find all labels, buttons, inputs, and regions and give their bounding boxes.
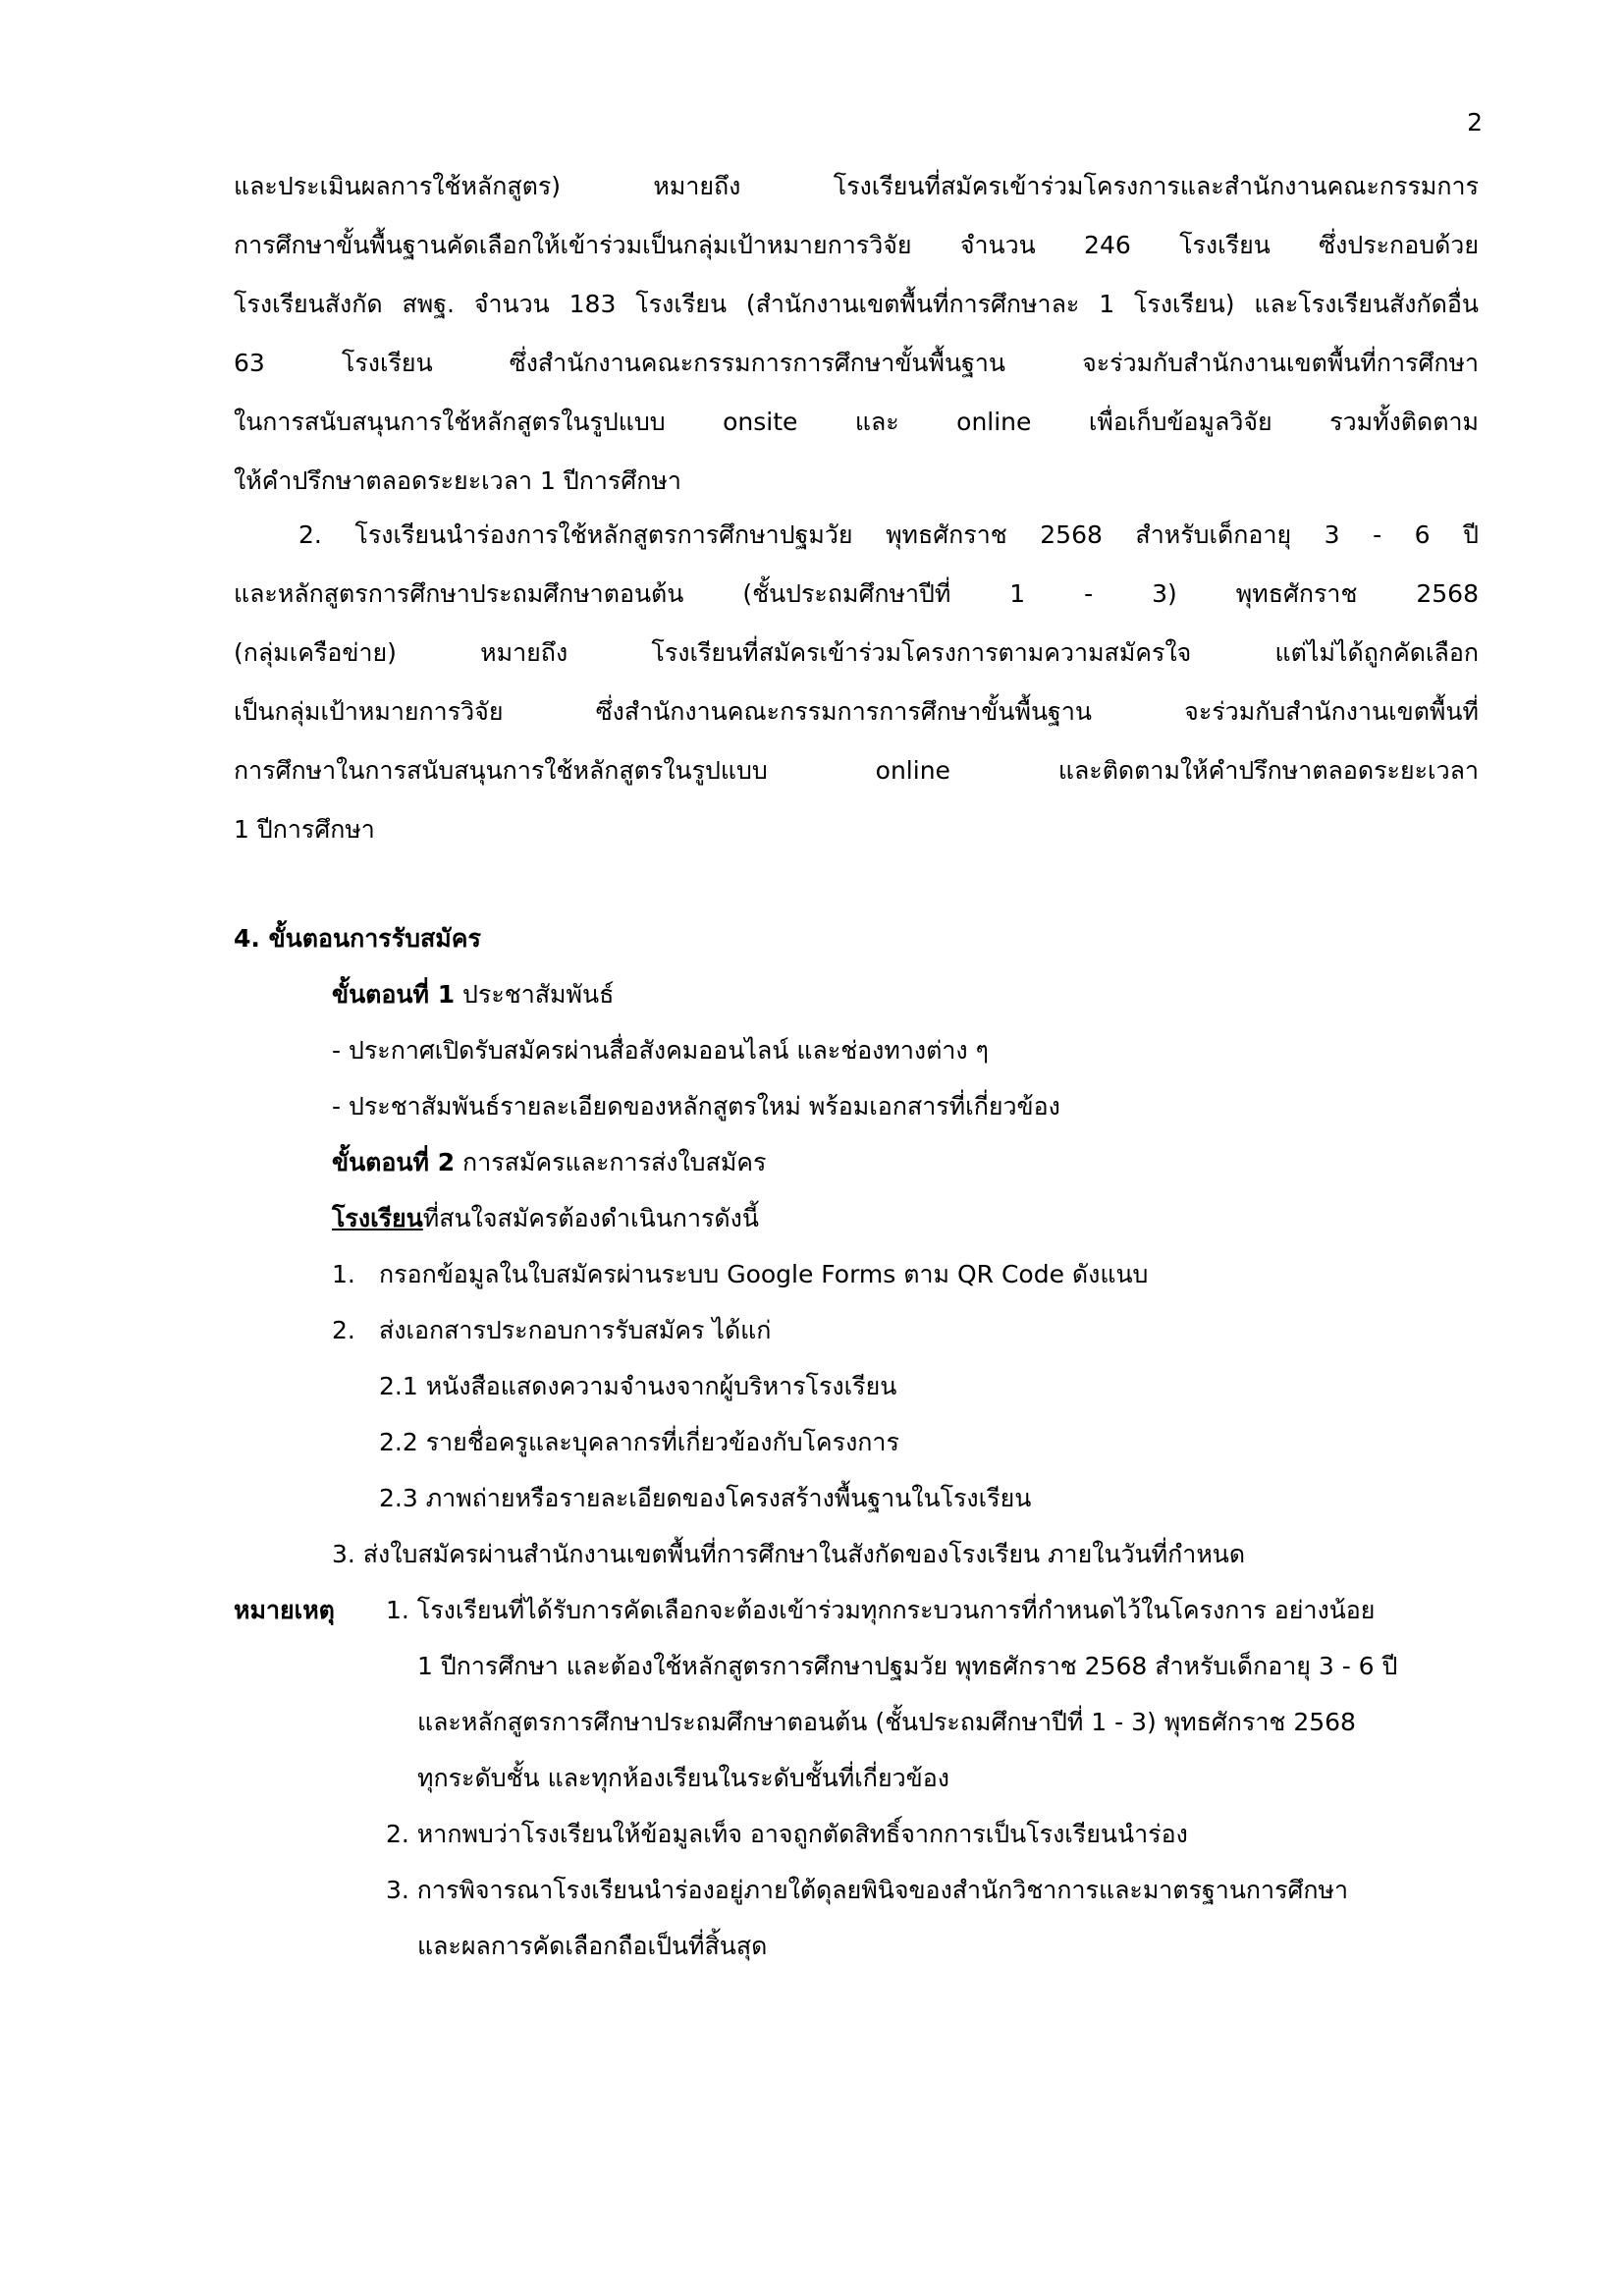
note-1-line: และหลักสูตรการศึกษาประถมศึกษาตอนต้น (ชั้นประถมศึกษาปีที่ 1 - 3) พุทธศักราช 2568: [417, 1708, 1356, 1736]
paragraph-2-line: 1 ปีการศึกษา: [234, 815, 375, 844]
note-1-line: ทุกระดับชั้น และทุกห้องเรียนในระดับชั้นที่เกี่ยวข้อง: [417, 1764, 949, 1792]
section-heading: 4. ขั้นตอนการรับสมัคร: [234, 924, 481, 953]
paragraph-1-line: ในการสนับสนุนการใช้หลักสูตรในรูปแบบ onsite และ online เพื่อเก็บข้อมูลวิจัย รวมทั้งติดตาม: [234, 408, 1479, 436]
paragraph-1-line: 63 โรงเรียน ซึ่งสำนักงานคณะกรรมการการศึกษาขั้นพื้นฐาน จะร่วมกับสำนักงานเขตพื้นที่การศึกษา: [234, 349, 1479, 377]
step-1-item: - ประกาศเปิดรับสมัครผ่านสื่อสังคมออนไลน์ และช่องทางต่าง ๆ: [332, 1036, 989, 1065]
note-2: 2. หากพบว่าโรงเรียนให้ข้อมูลเท็จ อาจถูกตัดสิทธิ์จากการเป็นโรงเรียนนำร่อง: [386, 1820, 1188, 1848]
step-1-label: ขั้นตอนที่ 1: [332, 980, 456, 1009]
list-item-1-text: กรอกข้อมูลในใบสมัครผ่านระบบ Google Forms ตาม QR Code ดังแนบ: [379, 1260, 1149, 1288]
list-item-2-number: 2.: [332, 1316, 355, 1344]
paragraph-2-line: (กลุ่มเครือข่าย) หมายถึง โรงเรียนที่สมัครเข้าร่วมโครงการตามความสมัครใจ แต่ไม่ได้ถูกคัดเลือก: [234, 638, 1479, 667]
page-number: 2: [1467, 108, 1483, 137]
paragraph-1: [234, 157, 1479, 511]
paragraph-2: [234, 506, 1479, 859]
paragraph-2-line: และหลักสูตรการศึกษาประถมศึกษาตอนต้น (ชั้นประถมศึกษาปีที่ 1 - 3) พุทธศักราช 2568: [234, 579, 1479, 608]
note-1-line: 1 ปีการศึกษา และต้องใช้หลักสูตรการศึกษาปฐมวัย พุทธศักราช 2568 สำหรับเด็กอายุ 3 - 6 ปี: [417, 1652, 1398, 1680]
list-item-2-text: ส่งเอกสารประกอบการรับสมัคร ได้แก่: [379, 1316, 772, 1344]
note-3-line: 3. การพิจารณาโรงเรียนนำร่องอยู่ภายใต้ดุลยพินิจของสำนักวิชาการและมาตรฐานการศึกษา: [386, 1876, 1349, 1904]
paragraph-1-line: โรงเรียนสังกัด สพฐ. จำนวน 183 โรงเรียน (สำนักงานเขตพื้นที่การศึกษาละ 1 โรงเรียน) และโรงเรียนสังกัดอื่น: [234, 290, 1479, 318]
paragraph-1-line: การศึกษาขั้นพื้นฐานคัดเลือกให้เข้าร่วมเป็นกลุ่มเป้าหมายการวิจัย จำนวน 246 โรงเรียน ซึ่งประกอบด้วย: [234, 231, 1479, 259]
step-1: [332, 967, 614, 1022]
school-word: โรงเรียน: [332, 1204, 423, 1232]
step-1-item: - ประชาสัมพันธ์รายละเอียดของหลักสูตรใหม่ พร้อมเอกสารที่เกี่ยวข้อง: [332, 1092, 1060, 1121]
paragraph-1-line: และประเมินผลการใช้หลักสูตร) หมายถึง โรงเรียนที่สมัครเข้าร่วมโครงการและสำนักงานคณะกรรมการ: [234, 172, 1479, 200]
sub-item: 2.3 ภาพถ่ายหรือรายละเอียดของโครงสร้างพื้นฐานในโรงเรียน: [379, 1484, 1032, 1512]
paragraph-1-line: ให้คำปรึกษาตลอดระยะเวลา 1 ปีการศึกษา: [234, 466, 681, 495]
list-item-3: 3. ส่งใบสมัครผ่านสำนักงานเขตพื้นที่การศึกษาในสังกัดของโรงเรียน ภายในวันที่กำหนด: [332, 1540, 1246, 1568]
step-2-text: การสมัครและการส่งใบสมัคร: [455, 1148, 767, 1176]
step-2: [332, 1135, 766, 1190]
step-2-label: ขั้นตอนที่ 2: [332, 1148, 456, 1176]
paragraph-2-line: เป็นกลุ่มเป้าหมายการวิจัย ซึ่งสำนักงานคณะกรรมการการศึกษาขั้นพื้นฐาน จะร่วมกับสำนักงานเขตพื้นที่: [234, 697, 1479, 726]
paragraph-2-line: 2. โรงเรียนนำร่องการใช้หลักสูตรการศึกษาปฐมวัย พุทธศักราช 2568 สำหรับเด็กอายุ 3 - 6 ปี: [298, 520, 1479, 549]
school-instruction-rest: ที่สนใจสมัครต้องดำเนินการดังนี้: [422, 1204, 759, 1232]
sub-item: 2.2 รายชื่อครูและบุคลากรที่เกี่ยวข้องกับโครงการ: [379, 1428, 899, 1456]
sub-item: 2.1 หนังสือแสดงความจำนงจากผู้บริหารโรงเรียน: [379, 1372, 897, 1400]
note-3-line: และผลการคัดเลือกถือเป็นที่สิ้นสุด: [417, 1932, 768, 1960]
note-label: หมายเหตุ: [234, 1596, 335, 1624]
note-1-line: 1. โรงเรียนที่ได้รับการคัดเลือกจะต้องเข้าร่วมทุกกระบวนการที่กำหนดไว้ในโครงการ อย่างน้อย: [386, 1596, 1376, 1624]
list-item-1-number: 1.: [332, 1260, 355, 1288]
paragraph-2-line: การศึกษาในการสนับสนุนการใช้หลักสูตรในรูปแบบ online และติดตามให้คำปรึกษาตลอดระยะเวลา: [234, 756, 1479, 785]
step-1-text: ประชาสัมพันธ์: [455, 980, 615, 1009]
school-instruction: [332, 1191, 759, 1246]
